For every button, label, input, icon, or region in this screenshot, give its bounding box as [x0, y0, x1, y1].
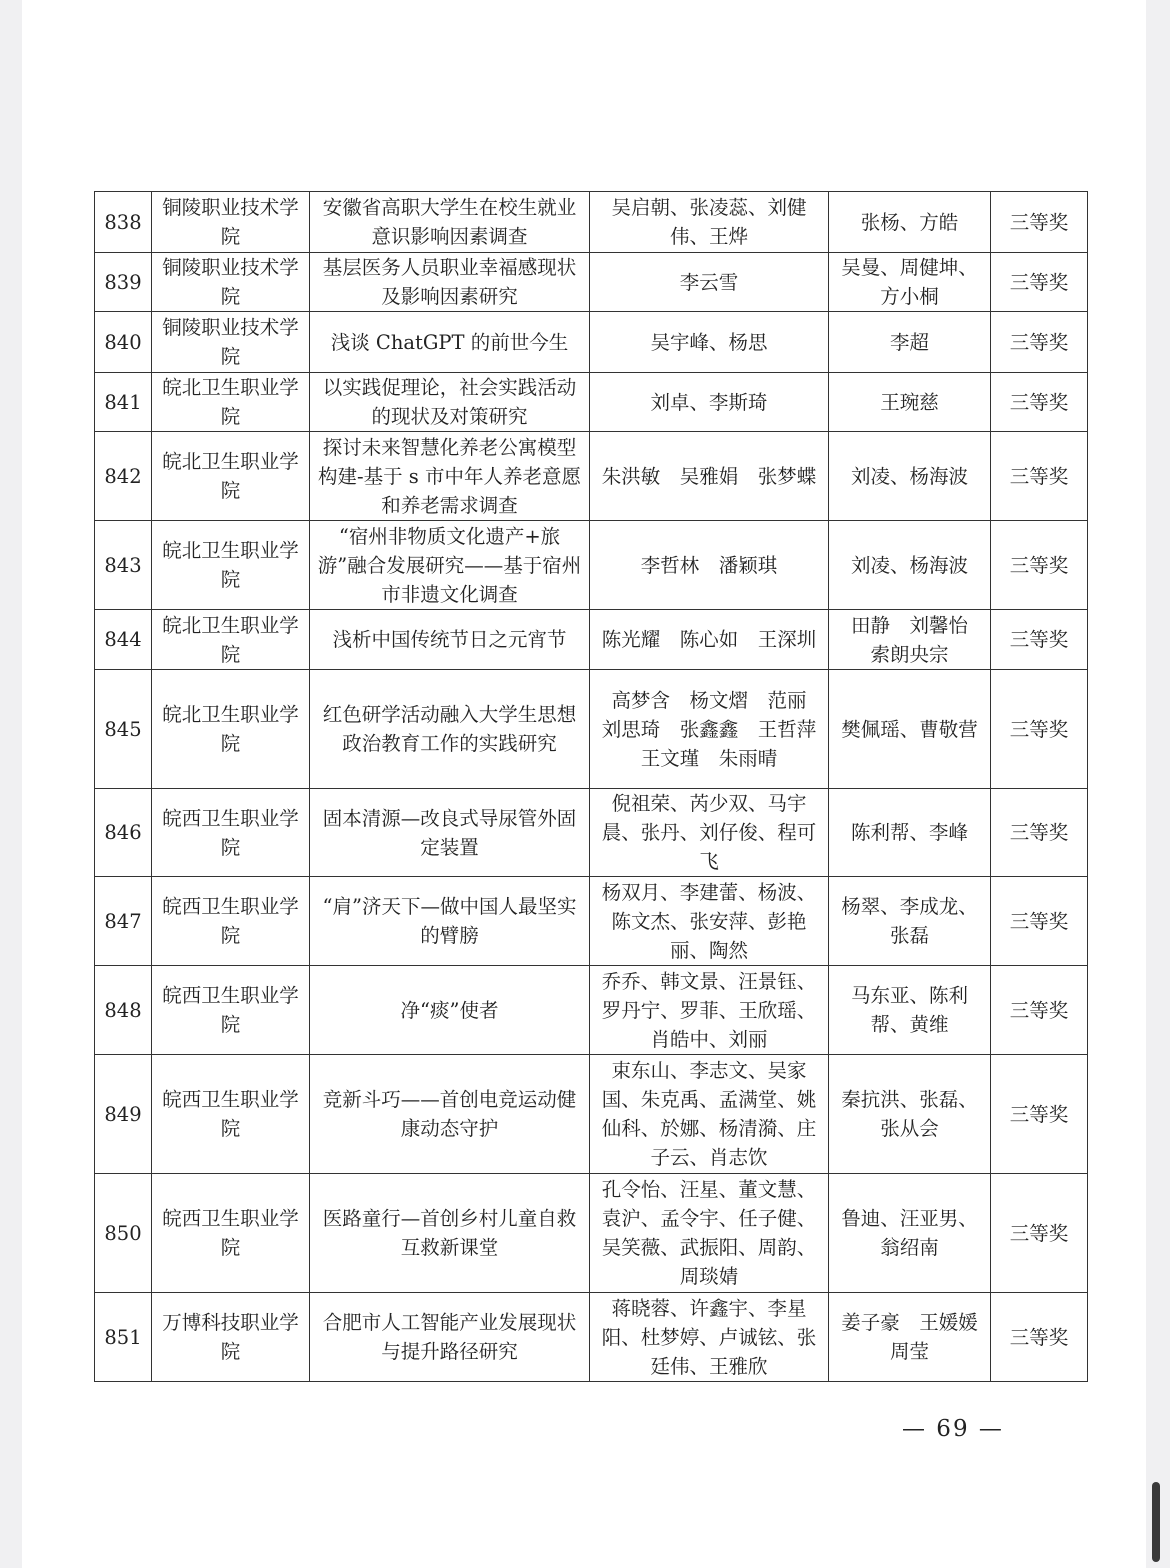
- award-cell: 三等奖: [991, 610, 1088, 670]
- authors-cell: 蒋晓蓉、许鑫宇、李星阳、杜梦婷、卢诚铉、张廷伟、王雅欣: [590, 1293, 829, 1382]
- school-cell: 皖西卫生职业学院: [152, 1055, 310, 1174]
- advisors-cell: 秦抗洪、张磊、张从会: [829, 1055, 991, 1174]
- table-row: [95, 192, 1088, 253]
- school-cell: 铜陵职业技术学院: [152, 253, 310, 312]
- award-cell: 三等奖: [991, 966, 1088, 1055]
- title-cell: 基层医务人员职业幸福感现状及影响因素研究: [310, 253, 590, 312]
- title-cell: 净“痰”使者: [310, 966, 590, 1055]
- authors-cell: 陈光耀 陈心如 王深圳: [590, 610, 829, 670]
- table-row: [95, 432, 1088, 521]
- table-row: [95, 789, 1088, 877]
- title-cell: 固本清源—改良式导尿管外固定装置: [310, 789, 590, 877]
- table-row: [95, 670, 1088, 789]
- award-cell: 三等奖: [991, 1174, 1088, 1293]
- title-cell: 合肥市人工智能产业发展现状与提升路径研究: [310, 1293, 590, 1382]
- title-cell: 浅析中国传统节日之元宵节: [310, 610, 590, 670]
- title-cell: 安徽省高职大学生在校生就业意识影响因素调查: [310, 192, 590, 253]
- school-cell: 皖北卫生职业学院: [152, 610, 310, 670]
- award-cell: 三等奖: [991, 253, 1088, 312]
- award-cell: 三等奖: [991, 521, 1088, 610]
- title-cell: “肩”济天下—做中国人最坚实的臂膀: [310, 877, 590, 966]
- school-cell: 铜陵职业技术学院: [152, 312, 310, 373]
- authors-cell: 杨双月、李建蕾、杨波、陈文杰、张安萍、彭艳丽、陶然: [590, 877, 829, 966]
- advisors-cell: 吴曼、周健坤、方小桐: [829, 253, 991, 312]
- school-cell: 皖西卫生职业学院: [152, 1174, 310, 1293]
- award-cell: 三等奖: [991, 1055, 1088, 1174]
- table-row: [95, 610, 1088, 670]
- row-number-cell: 841: [95, 373, 152, 432]
- title-cell: 竞新斗巧——首创电竞运动健康动态守护: [310, 1055, 590, 1174]
- row-number-cell: 850: [95, 1174, 152, 1293]
- authors-cell: 吴宇峰、杨思: [590, 312, 829, 373]
- row-number-cell: 844: [95, 610, 152, 670]
- award-cell: 三等奖: [991, 192, 1088, 253]
- authors-cell: 乔乔、韩文景、汪景钰、罗丹宁、罗菲、王欣瑶、肖皓中、刘丽: [590, 966, 829, 1055]
- school-cell: 皖北卫生职业学院: [152, 670, 310, 789]
- row-number-cell: 851: [95, 1293, 152, 1382]
- authors-cell: 孔令怡、汪星、董文慧、袁沪、孟令宇、任子健、吴笑薇、武振阳、周韵、周琰婧: [590, 1174, 829, 1293]
- school-cell: 万博科技职业学院: [152, 1293, 310, 1382]
- row-number-cell: 839: [95, 253, 152, 312]
- authors-cell: 束东山、李志文、吴家国、朱克禹、孟满堂、姚仙科、於娜、杨清漪、庄子云、肖志饮: [590, 1055, 829, 1174]
- advisors-cell: 田静 刘馨怡 索朗央宗: [829, 610, 991, 670]
- award-cell: 三等奖: [991, 312, 1088, 373]
- advisors-cell: 王琬慈: [829, 373, 991, 432]
- award-cell: 三等奖: [991, 789, 1088, 877]
- row-number-cell: 845: [95, 670, 152, 789]
- school-cell: 皖北卫生职业学院: [152, 521, 310, 610]
- award-cell: 三等奖: [991, 877, 1088, 966]
- table-row: [95, 253, 1088, 312]
- award-cell: 三等奖: [991, 670, 1088, 789]
- authors-cell: 倪祖荣、芮少双、马宇晨、张丹、刘仔俊、程可飞: [590, 789, 829, 877]
- authors-cell: 刘卓、李斯琦: [590, 373, 829, 432]
- advisors-cell: 鲁迪、汪亚男、翁绍南: [829, 1174, 991, 1293]
- document-page: [22, 0, 1146, 1568]
- title-cell: 浅谈 ChatGPT 的前世今生: [310, 312, 590, 373]
- school-cell: 皖西卫生职业学院: [152, 966, 310, 1055]
- advisors-cell: 杨翠、李成龙、张磊: [829, 877, 991, 966]
- row-number-cell: 842: [95, 432, 152, 521]
- title-cell: 红色研学活动融入大学生思想政治教育工作的实践研究: [310, 670, 590, 789]
- row-number-cell: 840: [95, 312, 152, 373]
- award-cell: 三等奖: [991, 432, 1088, 521]
- school-cell: 皖西卫生职业学院: [152, 877, 310, 966]
- title-cell: 探讨未来智慧化养老公寓模型构建-基于 s 市中年人养老意愿和养老需求调查: [310, 432, 590, 521]
- advisors-cell: 马东亚、陈利帮、黄维: [829, 966, 991, 1055]
- table-row: [95, 312, 1088, 373]
- row-number-cell: 848: [95, 966, 152, 1055]
- school-cell: 皖北卫生职业学院: [152, 373, 310, 432]
- row-number-cell: 843: [95, 521, 152, 610]
- advisors-cell: 樊佩瑶、曹敬营: [829, 670, 991, 789]
- authors-cell: 吴启朝、张凌蕊、刘健伟、王烨: [590, 192, 829, 253]
- award-cell: 三等奖: [991, 373, 1088, 432]
- advisors-cell: 陈利帮、李峰: [829, 789, 991, 877]
- school-cell: 皖西卫生职业学院: [152, 789, 310, 877]
- title-cell: “宿州非物质文化遗产+旅游”融合发展研究——基于宿州市非遗文化调查: [310, 521, 590, 610]
- table-row: [95, 373, 1088, 432]
- authors-cell: 朱洪敏 吴雅娟 张梦蝶: [590, 432, 829, 521]
- school-cell: 皖北卫生职业学院: [152, 432, 310, 521]
- table-row: [95, 966, 1088, 1055]
- table-row: [95, 877, 1088, 966]
- advisors-cell: 李超: [829, 312, 991, 373]
- page-number: — 69 —: [902, 1416, 1004, 1442]
- authors-cell: 高梦含 杨文熠 范丽 刘思琦 张鑫鑫 王哲萍 王文瑾 朱雨晴: [590, 670, 829, 789]
- title-cell: 医路童行—首创乡村儿童自救互救新课堂: [310, 1174, 590, 1293]
- table-row: [95, 1174, 1088, 1293]
- row-number-cell: 838: [95, 192, 152, 253]
- scrollbar-thumb[interactable]: [1152, 1482, 1160, 1562]
- row-number-cell: 846: [95, 789, 152, 877]
- table-row: [95, 1293, 1088, 1382]
- advisors-cell: 姜子豪 王媛媛 周莹: [829, 1293, 991, 1382]
- awards-table: [94, 191, 1088, 1382]
- title-cell: 以实践促理论，社会实践活动的现状及对策研究: [310, 373, 590, 432]
- advisors-cell: 刘凌、杨海波: [829, 432, 991, 521]
- advisors-cell: 张杨、方皓: [829, 192, 991, 253]
- table-row: [95, 521, 1088, 610]
- advisors-cell: 刘凌、杨海波: [829, 521, 991, 610]
- table-row: [95, 1055, 1088, 1174]
- row-number-cell: 849: [95, 1055, 152, 1174]
- authors-cell: 李云雪: [590, 253, 829, 312]
- school-cell: 铜陵职业技术学院: [152, 192, 310, 253]
- row-number-cell: 847: [95, 877, 152, 966]
- award-cell: 三等奖: [991, 1293, 1088, 1382]
- authors-cell: 李哲林 潘颖琪: [590, 521, 829, 610]
